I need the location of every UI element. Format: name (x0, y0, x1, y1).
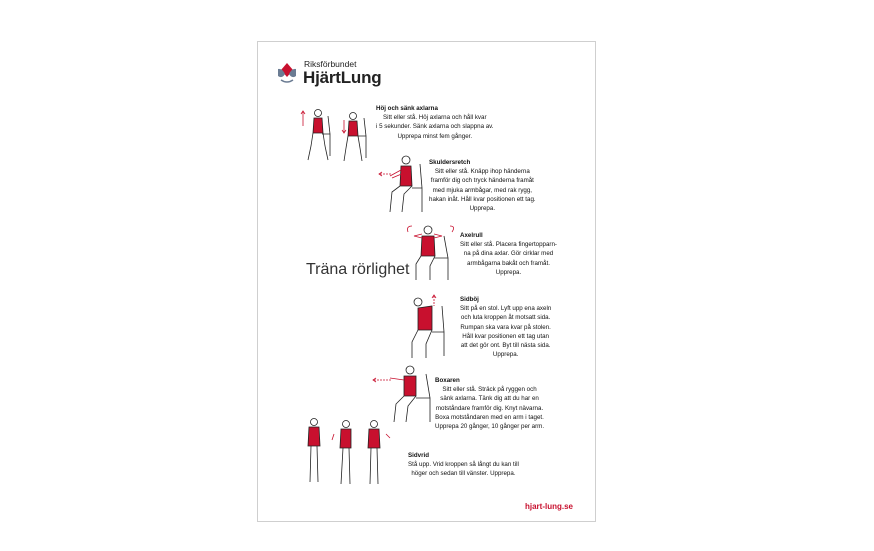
exercise-1-illustration (292, 106, 372, 164)
exercise-2-illustration (376, 152, 428, 218)
exercise-4-title: Sidböj (460, 296, 479, 303)
exercise-4-body: Sitt på en stol. Lyft upp ena axeln och luta kroppen åt motsatt sida. Rumpan ska vara kvar på stolen. Håll kvar positionen ett tag utan att det gör ont. Byt till nästa sida. Upprepa. (460, 305, 552, 359)
exercise-1-body: Sitt eller stå. Höj axlarna och håll kvar i 5 sekunder. Sänk axlarna och slappna av. Upprepa minst fem gånger. (376, 114, 494, 140)
website-link[interactable]: hjart-lung.se (524, 502, 573, 511)
exercise-4-illustration (404, 292, 460, 360)
exercise-3-illustration (404, 222, 460, 282)
org-name-big: HjärtLung (303, 68, 382, 87)
exercise-5-body: Sitt eller stå. Sträck på ryggen och sänk axlarna. Tänk dig att du har en motståndare framför dig. Knyt nävarna. Boxa motståndaren med en arm i taget. Upprepa 20 gånger, 10 gånger per arm. (435, 386, 545, 431)
exercise-6-body: Stå upp. Vrid kroppen så långt du kan till höger och sedan till vänster. Upprepa. (408, 461, 519, 478)
exercise-2 (429, 158, 536, 213)
hjartlung-logo-icon (276, 60, 298, 84)
exercise-5 (435, 376, 544, 431)
exercise-1-title: Höj och sänk axlarna (376, 105, 438, 112)
org-name-small: Riksförbundet (304, 59, 357, 69)
exercise-5-title: Boxaren (435, 377, 460, 384)
exercise-2-body: Sitt eller stå. Knäpp ihop händerna framför dig och tryck händerna framåt med mjuka armbågar, med rak rygg, hakan inåt. Håll kvar positionen ett tag. Upprepa. (429, 168, 536, 213)
exercise-3-body: Sitt eller stå. Placera fingertopparn- na på dina axlar. Gör cirklar med armbågarna bakåt och framåt. Upprepa. (460, 241, 557, 276)
page-title: Träna rörlighet (306, 261, 410, 278)
poster-page (257, 41, 596, 522)
exercise-1 (376, 104, 494, 141)
exercise-3 (460, 231, 557, 277)
exercise-3-title: Axelrull (460, 232, 483, 239)
exercise-2-title: Skuldersretch (429, 159, 471, 166)
exercise-6-title: Sidvrid (408, 452, 429, 459)
exercise-4 (460, 295, 551, 359)
exercise-6 (408, 451, 519, 479)
exercise-6-illustration (302, 416, 392, 486)
